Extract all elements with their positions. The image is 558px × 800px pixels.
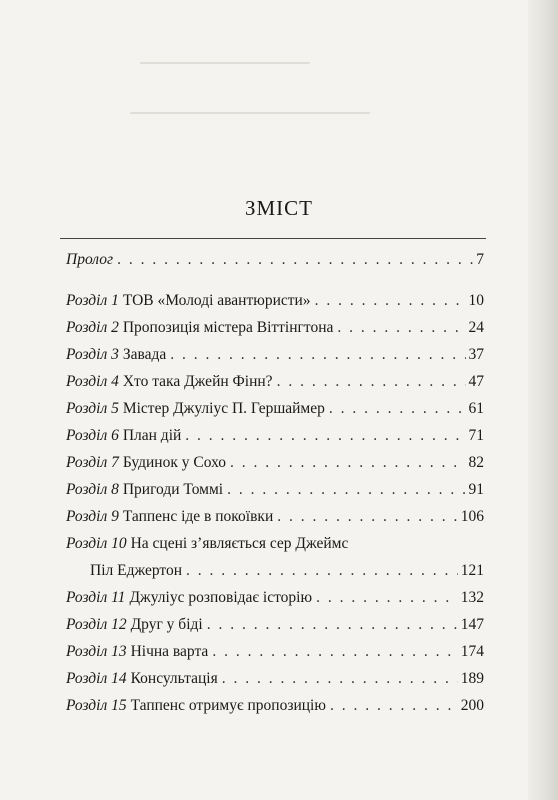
- table-of-contents: [66, 246, 484, 719]
- dot-leader: [227, 476, 465, 503]
- page-edge-shadow: [528, 0, 558, 800]
- toc-entry-page: 121: [460, 562, 484, 579]
- toc-entry-chapter-9[interactable]: [66, 503, 484, 530]
- toc-entry-title: ТОВ «Молоді авантюристи»: [122, 292, 311, 309]
- toc-entry-chapter-6[interactable]: [66, 422, 484, 449]
- dot-leader: [230, 449, 466, 476]
- toc-entry-title: Будинок у Сохо: [122, 454, 226, 471]
- toc-entry-label: Розділ 5: [66, 400, 119, 417]
- toc-entry-label: Розділ 3: [66, 346, 119, 363]
- dot-leader: [330, 692, 458, 719]
- toc-entry-label: Пролог: [66, 251, 114, 268]
- toc-entry-chapter-3[interactable]: [66, 341, 484, 368]
- toc-entry-label: Розділ 6: [66, 427, 119, 444]
- toc-entry-label: Розділ 12: [66, 616, 127, 633]
- toc-entry-title: Містер Джуліус П. Гершаймер: [122, 400, 325, 417]
- toc-entry-title: Консультація: [130, 670, 218, 687]
- toc-entry-page: 24: [468, 319, 484, 336]
- toc-entry-chapter-10[interactable]: [66, 530, 484, 557]
- toc-entry-chapter-12[interactable]: [66, 611, 484, 638]
- toc-entry-chapter-10-continued[interactable]: [66, 557, 484, 584]
- dot-leader: [277, 368, 466, 395]
- toc-entry-chapter-14[interactable]: [66, 665, 484, 692]
- dot-leader: [207, 611, 458, 638]
- toc-entry-label: Розділ 7: [66, 454, 119, 471]
- toc-entry-chapter-1[interactable]: [66, 287, 484, 314]
- toc-entry-label: Розділ 4: [66, 373, 119, 390]
- toc-entry-chapter-11[interactable]: [66, 584, 484, 611]
- toc-entry-label: Розділ 11: [66, 589, 126, 606]
- toc-entry-page: 7: [476, 251, 484, 268]
- toc-entry-label: Розділ 15: [66, 697, 127, 714]
- toc-entry-title: Пригоди Томмі: [122, 481, 224, 498]
- bleed-through-mark: [130, 112, 370, 114]
- dot-leader: [117, 246, 473, 273]
- toc-entry-page: 47: [468, 373, 484, 390]
- toc-entry-chapter-2[interactable]: [66, 314, 484, 341]
- dot-leader: [316, 584, 458, 611]
- toc-entry-page: 132: [460, 589, 484, 606]
- toc-entry-page: 174: [460, 643, 484, 660]
- toc-entry-title-continued: Піл Еджертон: [90, 562, 183, 579]
- dot-leader: [337, 314, 465, 341]
- toc-entry-label: Розділ 10: [66, 535, 127, 552]
- toc-entry-page: 37: [468, 346, 484, 363]
- toc-entry-label: Розділ 14: [66, 670, 127, 687]
- toc-entry-label: Розділ 13: [66, 643, 127, 660]
- dot-leader: [315, 287, 466, 314]
- toc-entry-page: 106: [460, 508, 484, 525]
- dot-leader: [329, 395, 466, 422]
- toc-entry-title: План дій: [122, 427, 182, 444]
- toc-entry-label: Розділ 2: [66, 319, 119, 336]
- dot-leader: [222, 665, 458, 692]
- toc-entry-title: Хто така Джейн Фінн?: [122, 373, 273, 390]
- toc-entry-title: На сцені з’являється сер Джеймс: [130, 535, 349, 552]
- toc-entry-chapter-13[interactable]: [66, 638, 484, 665]
- toc-entry-chapter-15[interactable]: [66, 692, 484, 719]
- toc-entry-label: Розділ 8: [66, 481, 119, 498]
- toc-entry-label: Розділ 1: [66, 292, 119, 309]
- toc-entry-chapter-4[interactable]: [66, 368, 484, 395]
- toc-entry-page: 82: [468, 454, 484, 471]
- dot-leader: [185, 422, 465, 449]
- toc-entry-title: Таппенс отримує пропозицію: [130, 697, 326, 714]
- toc-entry-page: 200: [460, 697, 484, 714]
- toc-entry-prolog[interactable]: [66, 246, 484, 273]
- toc-entry-chapter-5[interactable]: [66, 395, 484, 422]
- toc-entry-page: 61: [468, 400, 484, 417]
- toc-entry-title: Нічна варта: [130, 643, 209, 660]
- toc-entry-title: Друг у біді: [130, 616, 203, 633]
- toc-entry-chapter-8[interactable]: [66, 476, 484, 503]
- toc-entry-page: 91: [468, 481, 484, 498]
- toc-entry-title: Завада: [122, 346, 167, 363]
- toc-entry-title: Таппенс іде в покоївки: [122, 508, 274, 525]
- toc-entry-page: 10: [468, 292, 484, 309]
- toc-entry-label: Розділ 9: [66, 508, 119, 525]
- dot-leader: [212, 638, 457, 665]
- toc-entry-chapter-7[interactable]: [66, 449, 484, 476]
- toc-title: ЗМІСТ: [244, 196, 314, 220]
- title-divider: [60, 238, 486, 239]
- dot-leader: [277, 503, 458, 530]
- toc-entry-title: Джуліус розповідає історію: [129, 589, 313, 606]
- bleed-through-mark: [140, 62, 310, 64]
- dot-leader: [186, 557, 458, 584]
- dot-leader: [170, 341, 465, 368]
- toc-entry-page: 147: [460, 616, 484, 633]
- toc-entry-title: Пропозиція містера Віттінгтона: [122, 319, 334, 336]
- toc-entry-page: 189: [460, 670, 484, 687]
- toc-entry-page: 71: [468, 427, 484, 444]
